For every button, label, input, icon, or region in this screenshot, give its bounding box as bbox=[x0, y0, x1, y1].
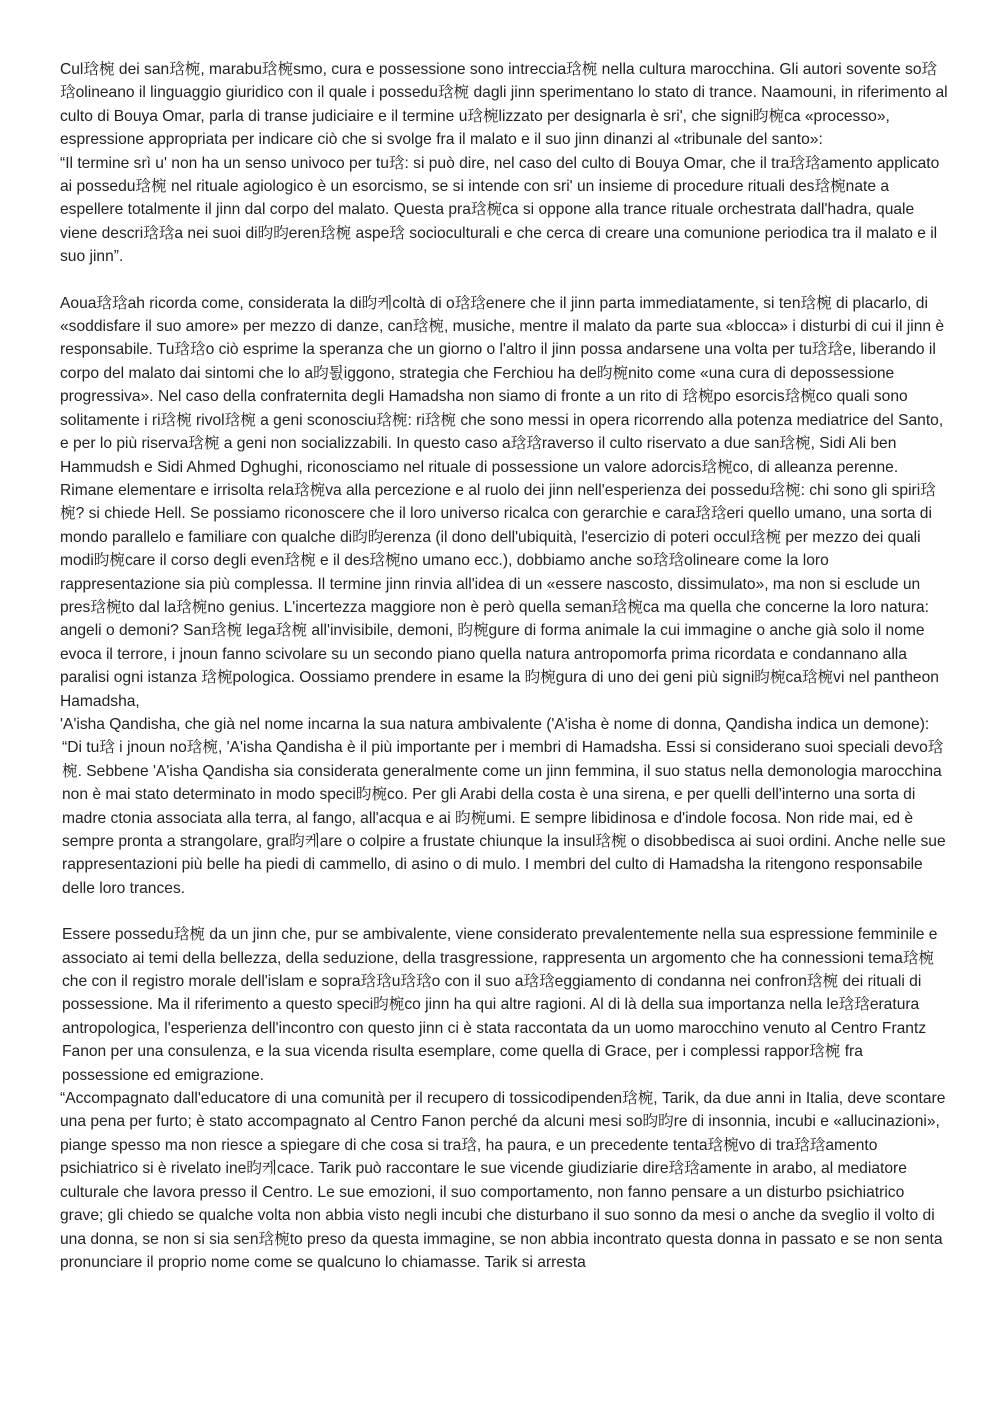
paragraph-gap bbox=[60, 269, 948, 292]
paragraph-gap bbox=[60, 900, 948, 923]
paragraph-possession: Essere possedu琀椀 da un jinn che, pur se ambivalente, viene considerato prevalentemente nella sua espressione femminile e associato ai temi della bellezza, della seduzione, della trasgressione, rappresenta un argomento che ha connessioni tema琀椀che con il registro morale dell'islam e sopra琀琀u琀琀o con il suo a琀琀eggiamento di condanna nei confron琀椀 dei rituali di possessione. Ma il riferimento a questo speci昀椀co jinn ha qui altre ragioni. Al di là della sua importanza nella le琀琀eratura antropologica, l'esperienza dell'incontro con questo jinn ci è stata raccontata da un uomo marocchino venuto al Centro Frantz Fanon per una consulenza, e la sua vicenda risulta esemplare, come quella di Grace, per i complessi rappor琀椀 fra possessione ed emigrazione. bbox=[62, 926, 938, 1084]
paragraph-cult-of-saints: Cul琀椀 dei san琀椀, marabu琀椀smo, cura e possessione sono intreccia琀椀 nella cultura marocchina. Gli autori sovente so琀琀olineano il linguaggio giuridico con il quale i possedu琀椀 dagli jinn sperimentano lo stato di trance. Naamouni, in riferimento al culto di Bouya Omar, parla di transe judiciaire e il termine u琀椀lizzato per designarla è sri', che signi昀椀ca «processo», espressione appropriata per indicare ciò che si svolge fra il malato e il suo jinn dinanzi al «tribunale del santo»: bbox=[60, 61, 948, 149]
paragraph-tarik: “Accompagnato dall'educatore di una comunità per il recupero di tossicodipenden琀椀, Tarik, da due anni in Italia, deve scontare una pena per furto; è stato accompagnato al Centro Fanon perché da alcuni mesi so昀昀re di insonnia, incubi e «allucinazioni», piange spesso ma non riesce a spiegare di che cosa si tra琀, ha paura, e un precedente tenta琀椀vo di tra琀琀amento psichiatrico si è rivelato ine昀케cace. Tarik può raccontare le sue vicende giudiziarie dire琀琀amente in arabo, al mediatore culturale che lavora presso il Centro. Le sue emozioni, il suo comportamento, non fanno pensare a un disturbo psichiatrico grave; gli chiedo se qualche volta non abbia visto negli incubi che disturbano il suo sonno da mesi o anche da sveglio il volto di una donna, se non si sia sen琀椀to preso da questa immagine, se non abbia incontrato questa donna in passato e se non senta pronunciare il proprio nome come se qualcuno lo chiamasse. Tarik si arresta bbox=[60, 1090, 946, 1271]
paragraph-aouattah: Aoua琀琀ah ricorda come, considerata la di昀케coltà di o琀琀enere che il jinn parta immediatamente, si ten琀椀 di placarlo, di «soddisfare il suo amore» per mezzo di danze, can琀椀, musiche, mentre il malato da parte sua «blocca» i disturbi di cui il jinn è responsabile. Tu琀琀o ciò esprime la speranza che un giorno o l'altro il jinn possa andarsene una volta per tu琀琀e, liberando il corpo del malato dai sintomi che lo a昀툀iggono, strategia che Ferchiou ha de昀椀nito come «una cura di depossessione progressiva». Nel caso della confraternita degli Hamadsha non siamo di fronte a un rito di 琀椀po esorcis琀椀co quali sono solitamente i ri琀椀 rivol琀椀 a geni sconosciu琀椀: ri琀椀 che sono messi in opera ricorrendo alla potenza mediatrice del Santo, e per lo più riserva琀椀 a geni non socializzabili. In questo caso a琀琀raverso il culto riservato a due san琀椀, Sidi Ali ben Hammudsh e Sidi Ahmed Dghughi, riconosciamo nel rituale di possessione un valore adorcis琀椀co, di alleanza perenne. Rimane elementare e irrisolta rela琀椀va alla percezione e al ruolo dei jinn nell'esperienza dei possedu琀椀: chi sono gli spiri琀椀? si chiede Hell. Se possiamo riconoscere che il loro universo ricalca con gerarchie e cara琀琀eri quello umano, una sorta di mondo parallelo e familiare con qualche di昀昀erenza (il dono dell'ubiquità, l'esercizio di poteri occul琀椀 per mezzo dei quali modi昀椀care il corso degli even琀椀 e il des琀椀no umano ecc.), dobbiamo anche so琀琀olineare come la loro rappresentazione sia più complessa. Il termine jinn rinvia all'idea di un «essere nascosto, dissimulato», ma non si esclude un pres琀椀to dal la琀椀no genius. L'incertezza maggiore non è però quella seman琀椀ca ma quella che concerne la loro natura: angeli o demoni? San琀椀 lega琀椀 all'invisibile, demoni, 昀椀gure di forma animale la cui immagine o anche già solo il nome evoca il terrore, i jnoun fanno scivolare su un secondo piano quella natura antropomorfa prima ricordata e condannano alla paralisi ogni istanza 琀椀pologica. Oossiamo prendere in esame la 昀椀gura di uno dei geni più signi昀椀ca琀椀vi nel pantheon Hamadsha, bbox=[60, 294, 945, 710]
quote-jnoun: “Di tu琀 i jnoun no琀椀, 'A'isha Qandisha è il più importante per i membri di Hamadsha. Essi si considerano suoi speciali devo琀椀. Sebbene 'A'isha Qandisha sia considerata generalmente come un jinn femmina, il suo status nella demonologia marocchina non è mai stato determinato in modo speci昀椀co. Per gli Arabi della costa è una sirena, e per quelli dell'interno una sorta di madre ctonia associata alla terra, al fango, all'acqua e ai 昀椀umi. E sempre libidinosa e d'indole focosa. Non ride mai, ed è sempre pronta a strangolare, gra昀케are o colpire a frustate chiunque la insul琀椀 o disobbedisca ai suoi ordini. Anche nelle sue rappresentazioni più belle ha piedi di cammello, di asino o di mulo. I membri del culto di Hamadsha la ritengono responsabile delle loro trances. bbox=[62, 739, 946, 897]
paragraph-aisha-qandisha: 'A'isha Qandisha, che già nel nome incarna la sua natura ambivalente ('A'isha è nome di donna, Qandisha indica un demone): bbox=[60, 715, 930, 733]
quote-naamouni: “Il termine srì u' non ha un senso univoco per tu琀: si può dire, nel caso del culto di Bouya Omar, che il tra琀琀amento applicato ai possedu琀椀 nel rituale agiologico è un esorcismo, se si intende con sri' un insieme di procedure rituali des琀椀nate a espellere totalmente il jinn dal corpo del malato. Questa pra琀椀ca si oppone alla trance rituale orchestrata dall'hadra, quale viene descri琀琀a nei suoi di昀昀eren琀椀 aspe琀 socioculturali e che cerca di creare una comunione periodica tra il malato e il suo jinn”. bbox=[60, 154, 940, 266]
